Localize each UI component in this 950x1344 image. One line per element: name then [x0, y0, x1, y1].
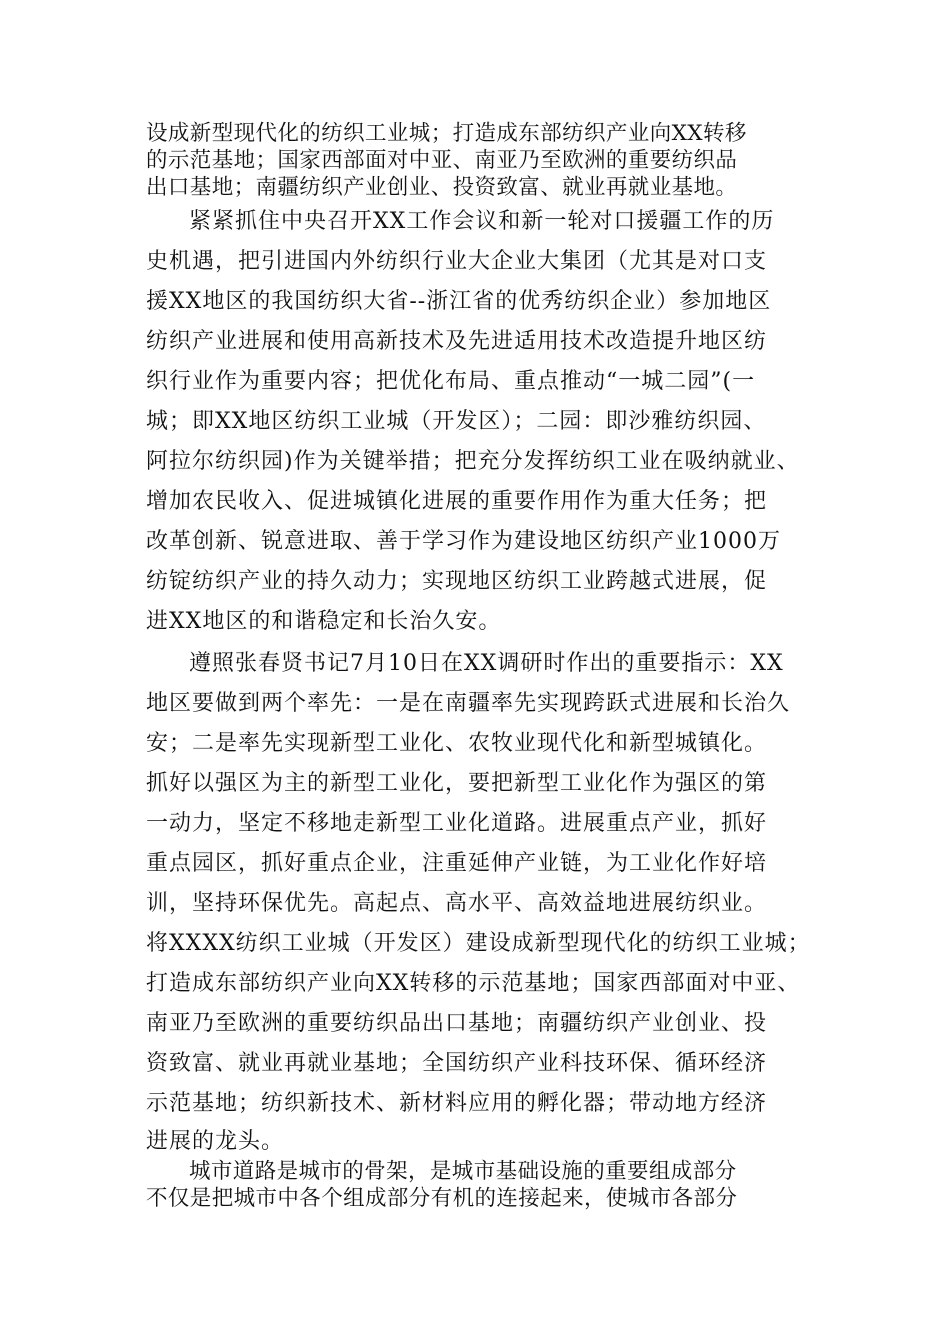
paragraph-3-line-9: 打造成东部纺织产业向XX转移的示范基地；国家西部面对中亚、 [146, 971, 801, 996]
paragraph-3-line-5: 一动力，坚定不移地走新型工业化道路。进展重点产业，抓好 [146, 811, 768, 836]
paragraph-3-line-13: 进展的龙头。 [146, 1129, 285, 1154]
paragraph-2-line-4: 纺织产业进展和使用高新技术及先进适用技术改造提升地区纺 [146, 329, 768, 354]
paragraph-3-line-7: 训，坚持环保优先。高起点、高水平、高效益地进展纺织业。 [146, 891, 768, 916]
paragraph-2-line-6: 城；即XX地区纺织工业城（开发区）；二园：即沙雅纺织园、 [146, 409, 767, 434]
paragraph-1-line-2: 的示范基地；国家西部面对中亚、南亚乃至欧洲的重要纺织品 [146, 148, 738, 173]
paragraph-3-line-10: 南亚乃至欧洲的重要纺织品出口基地；南疆纺织产业创业、投 [146, 1011, 768, 1036]
paragraph-3-line-12: 示范基地；纺织新技术、新材料应用的孵化器；带动地方经济 [146, 1091, 768, 1116]
paragraph-2-line-9: 改革创新、锐意进取、善于学习作为建设地区纺织产业1000万 [146, 529, 781, 554]
paragraph-3-line-1: 遵照张春贤书记7月10日在XX调研时作出的重要指示：XX [189, 651, 784, 676]
paragraph-2-line-3: 援XX地区的我国纺织大省--浙江省的优秀纺织企业）参加地区 [146, 289, 772, 314]
paragraph-2-line-5: 织行业作为重要内容；把优化布局、重点推动“一城二园”(一 [146, 369, 756, 394]
paragraph-2-line-8: 增加农民收入、促进城镇化进展的重要作用作为重大任务；把 [146, 489, 768, 514]
paragraph-2-line-2: 史机遇，把引进国内外纺织行业大企业大集团（尤其是对口支 [146, 249, 768, 274]
paragraph-4-line-2: 不仅是把城市中各个组成部分有机的连接起来，使城市各部分 [146, 1186, 738, 1211]
paragraph-2-line-1: 紧紧抓住中央召开XX工作会议和新一轮对口援疆工作的历 [189, 209, 775, 234]
paragraph-1-line-1: 设成新型现代化的纺织工业城；打造成东部纺织产业向XX转移 [146, 121, 747, 146]
paragraph-3-line-3: 安；二是率先实现新型工业化、农牧业现代化和新型城镇化。 [146, 731, 768, 756]
paragraph-2-line-11: 进XX地区的和谐稳定和长治久安。 [146, 609, 502, 634]
paragraph-1-line-3: 出口基地；南疆纺织产业创业、投资致富、就业再就业基地。 [146, 175, 738, 200]
paragraph-3-line-6: 重点园区，抓好重点企业，注重延伸产业链，为工业化作好培 [146, 851, 768, 876]
paragraph-2-line-7: 阿拉尔纺织园)作为关键举措；把充分发挥纺织工业在吸纳就业、 [146, 449, 800, 474]
paragraph-4-line-1: 城市道路是城市的骨架，是城市基础设施的重要组成部分 [189, 1159, 737, 1184]
paragraph-3-line-11: 资致富、就业再就业基地；全国纺织产业科技环保、循环经济 [146, 1051, 768, 1076]
paragraph-3-line-2: 地区要做到两个率先：一是在南疆率先实现跨跃式进展和长治久 [146, 691, 791, 716]
paragraph-2-line-10: 纺锭纺织产业的持久动力；实现地区纺织工业跨越式进展，促 [146, 569, 768, 594]
paragraph-3-line-8: 将XXXX纺织工业城（开发区）建设成新型现代化的纺织工业城； [146, 931, 811, 956]
paragraph-3-line-4: 抓好以强区为主的新型工业化，要把新型工业化作为强区的第 [146, 771, 768, 796]
